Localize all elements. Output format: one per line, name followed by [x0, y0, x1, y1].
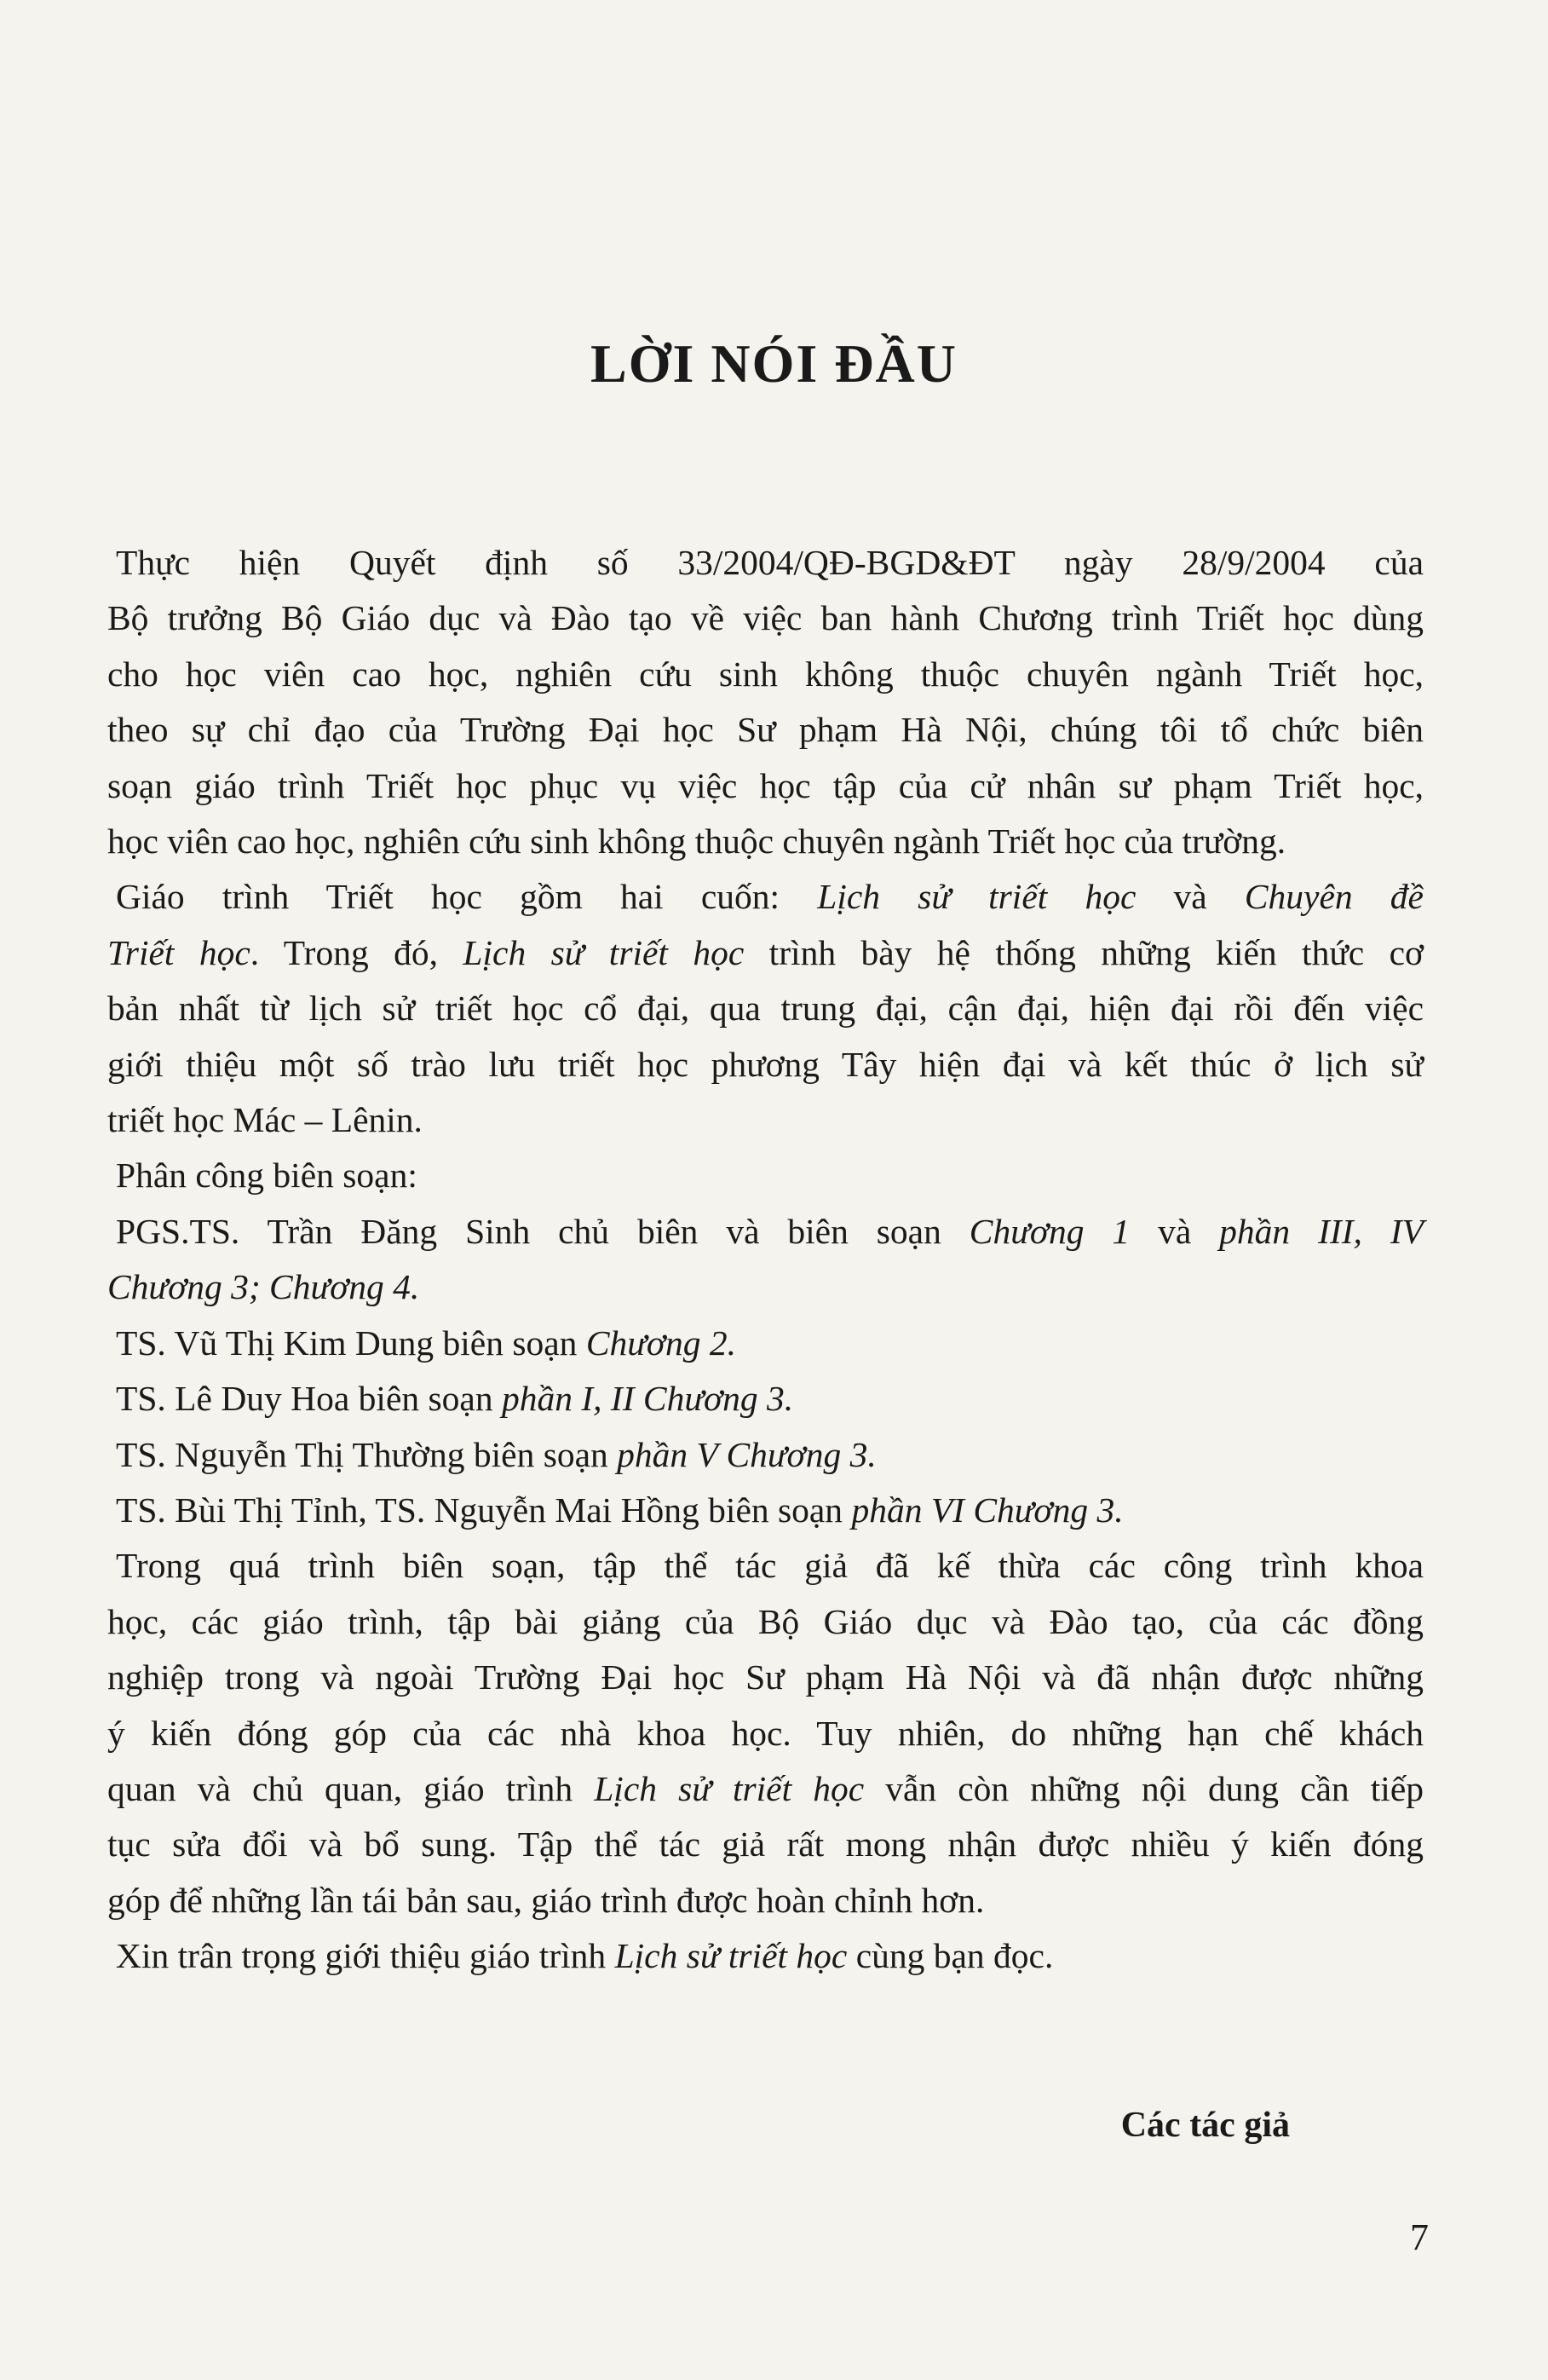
- chapter-ref: Chương 2.: [585, 1323, 737, 1363]
- chapter-ref: phần I, II Chương 3.: [501, 1379, 794, 1419]
- text-run: TS. Nguyễn Thị Thường biên soạn: [116, 1434, 618, 1474]
- chapter-ref: Chương 1: [969, 1211, 1131, 1251]
- text-run: TS. Vũ Thị Kim Dung biên soạn: [116, 1323, 586, 1363]
- book-title: Triết học: [107, 932, 250, 972]
- book-title: Lịch sử triết học: [817, 877, 1137, 917]
- text-run: quan và chủ quan, giáo trình: [107, 1768, 595, 1808]
- text-line: [107, 1427, 1424, 1483]
- text-line: học viên cao học, nghiên cứu sinh không thuộc chuyên ngành Triết học của trường.: [107, 821, 1286, 862]
- chapter-ref: Chương 3; Chương 4.: [107, 1267, 420, 1307]
- text-line: cho học viên cao học, nghiên cứu sinh không thuộc chuyên ngành Triết học,: [107, 654, 1424, 694]
- page-title: LỜI NÓI ĐẦU: [590, 333, 958, 394]
- text-line: [107, 925, 1424, 981]
- page-number: 7: [1410, 2216, 1429, 2258]
- text-line: [107, 1928, 1424, 1984]
- author-entry: [107, 1371, 1424, 1426]
- text-line: soạn giáo trình Triết học phục vụ việc học tập của cử nhân sư phạm Triết học,: [107, 765, 1424, 805]
- paragraph-acknowledgement: [107, 1538, 1424, 1928]
- chapter-ref: phần III, IV: [1219, 1211, 1424, 1251]
- paragraph-assignment: [107, 1148, 1424, 1203]
- text-run: PGS.TS. Trần Đăng Sinh chủ biên và biên soạn: [116, 1211, 970, 1251]
- text-run: cùng bạn đọc.: [847, 1936, 1054, 1976]
- text-line: Bộ trưởng Bộ Giáo dục và Đào tạo về việc ban hành Chương trình Triết học dùng: [107, 598, 1424, 638]
- text-line: Trong quá trình biên soạn, tập thể tác giả đã kế thừa các công trình khoa: [116, 1546, 1424, 1586]
- text-run: TS. Lê Duy Hoa biên soạn: [116, 1379, 502, 1419]
- chapter-ref: phần VI Chương 3.: [851, 1490, 1124, 1530]
- text-run: và: [1136, 877, 1245, 917]
- text-line: [107, 869, 1424, 925]
- book-title: Chuyên đề: [1244, 877, 1424, 917]
- text-run: Xin trân trọng giới thiệu giáo trình: [116, 1936, 615, 1976]
- text-line: nghiệp trong và ngoài Trường Đại học Sư phạm Hà Nội và đã nhận được những: [107, 1657, 1424, 1697]
- text-line: [107, 1316, 1424, 1371]
- preface-body: [107, 535, 1424, 1985]
- author-entry: [107, 1204, 1424, 1316]
- author-entry: [107, 1316, 1424, 1371]
- book-title: Lịch sử triết học: [614, 1936, 848, 1976]
- text-line: ý kiến đóng góp của các nhà khoa học. Tuy nhiên, do những hạn chế khách: [107, 1713, 1424, 1753]
- signature: Các tác giả: [1120, 2106, 1290, 2145]
- paragraph-books: [107, 869, 1424, 1148]
- text-run: và: [1130, 1211, 1220, 1251]
- text-line: Phân công biên soạn:: [116, 1155, 417, 1196]
- text-line: Thực hiện Quyết định số 33/2004/QĐ-BGD&ĐT ngày 28/9/2004 của: [116, 543, 1424, 582]
- text-run: . Trong đó,: [250, 932, 463, 972]
- text-line: [107, 1204, 1424, 1259]
- text-line: triết học Mác – Lênin.: [107, 1100, 423, 1140]
- book-title: Lịch sử triết học: [594, 1768, 865, 1808]
- text-line: học, các giáo trình, tập bài giảng của Bộ Giáo dục và Đào tạo, của các đồng: [107, 1601, 1424, 1641]
- text-line: giới thiệu một số trào lưu triết học phương Tây hiện đại và kết thúc ở lịch sử: [107, 1044, 1424, 1084]
- text-line: góp để những lần tái bản sau, giáo trình được hoàn chỉnh hơn.: [107, 1880, 985, 1920]
- text-run: vẫn còn những nội dung cần tiếp: [864, 1768, 1424, 1808]
- author-entry: [107, 1483, 1424, 1538]
- book-title: Lịch sử triết học: [463, 932, 745, 972]
- paragraph-closing: [107, 1928, 1424, 1984]
- text-run: trình bày hệ thống những kiến thức cơ: [744, 932, 1424, 972]
- text-run: TS. Bùi Thị Tỉnh, TS. Nguyễn Mai Hồng biên soạn: [116, 1490, 852, 1530]
- text-line: tục sửa đổi và bổ sung. Tập thể tác giả rất mong nhận được nhiều ý kiến đóng: [107, 1824, 1424, 1864]
- text-line: bản nhất từ lịch sử triết học cổ đại, qua trung đại, cận đại, hiện đại rồi đến việc: [107, 988, 1424, 1029]
- text-run: Giáo trình Triết học gồm hai cuốn:: [116, 877, 818, 917]
- text-line: theo sự chỉ đạo của Trường Đại học Sư phạm Hà Nội, chúng tôi tổ chức biên: [107, 710, 1424, 750]
- text-line: [107, 1483, 1424, 1538]
- text-line: [107, 1761, 1424, 1817]
- author-entry: [107, 1427, 1424, 1483]
- chapter-ref: phần V Chương 3.: [617, 1434, 877, 1474]
- text-line: [107, 1259, 1424, 1315]
- paragraph-intro: [107, 535, 1424, 869]
- text-line: [107, 1371, 1424, 1426]
